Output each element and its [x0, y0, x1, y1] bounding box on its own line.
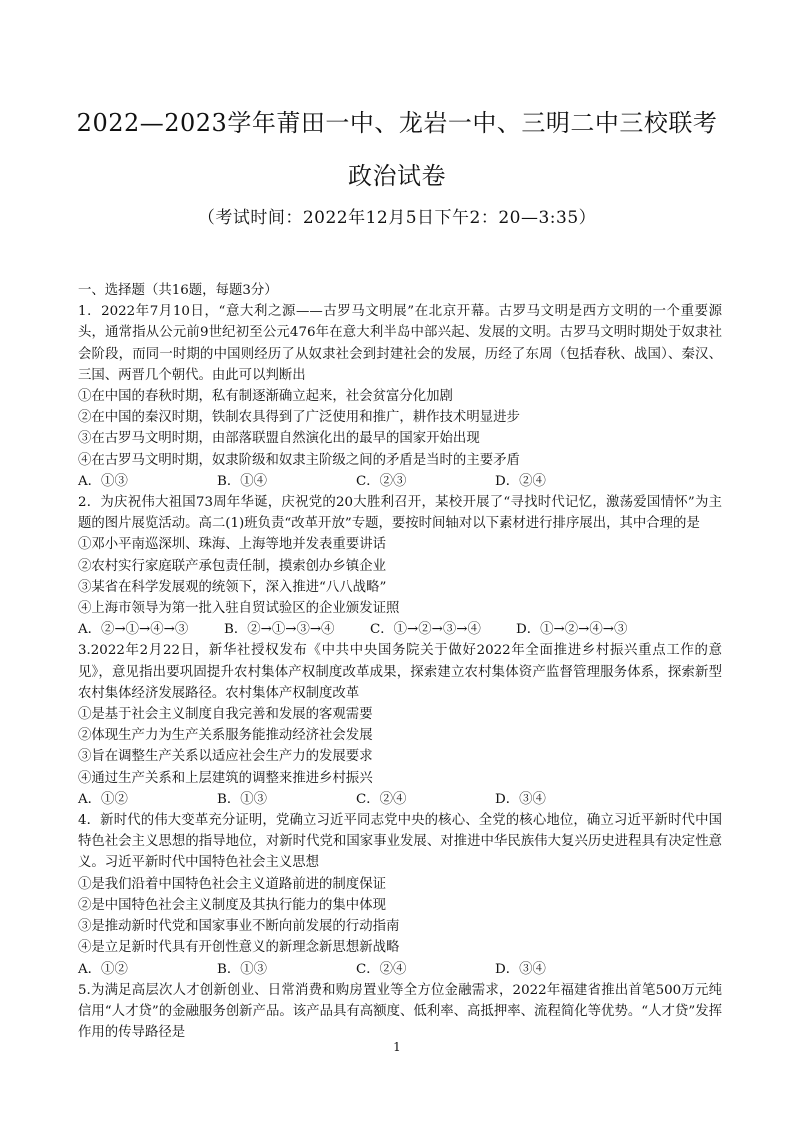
- option-c: C．②④: [356, 961, 407, 977]
- option-a: A．②→①→④→③: [78, 622, 189, 638]
- question-1-statement: ④在古罗马文明时期，奴隶阶级和奴隶主阶级之间的矛盾是当时的主要矛盾: [78, 452, 520, 468]
- question-2-statement: ③某省在科学发展观的统领下，深入推进“八八战略”: [78, 579, 387, 595]
- question-4-stem: 4．新时代的伟大变革充分证明，党确立习近平同志党中央的核心、全党的核心地位，确立习近平新时代中国特色社会主义思想的指导地位，对新时代党和国家事业发展、对推进中华民族伟大复兴历史进程具有决定性意义。习近平新时代中国特色社会主义思想: [78, 813, 722, 871]
- exam-subject: 政治试卷: [348, 162, 446, 190]
- question-1-statement: ③在古罗马文明时期，由部落联盟自然演化出的最早的国家开始出现: [78, 431, 480, 447]
- question-2-statement: ②农村实行家庭联产承包责任制，摸索创办乡镇企业: [78, 558, 386, 574]
- question-1-statement: ②在中国的秦汉时期，铁制农具得到了广泛使用和推广，耕作技术明显进步: [78, 410, 520, 426]
- question-3-stem: 3.2022年2月22日，新华社授权发布《中共中央国务院关于做好2022年全面推进乡村振兴重点工作的意见》，意见指出要巩固提升农村集体产权制度改革成果，探索建立农村集体资产监督管理服务体系，探索新型农村集体经济发展路径。农村集体产权制度改革: [78, 643, 722, 701]
- option-a: A．①②: [78, 961, 128, 977]
- question-3-options: [78, 789, 722, 810]
- option-b: B．②→①→③→④: [224, 622, 335, 638]
- question-2-statement: ①邓小平南巡深圳、珠海、上海等地并发表重要讲话: [78, 537, 386, 553]
- question-1-statement: ①在中国的春秋时期，私有制逐渐确立起来，社会贫富分化加剧: [78, 389, 453, 405]
- option-c: C．②③: [356, 473, 407, 489]
- question-3-statement: ③旨在调整生产关系以适应社会生产力的发展要求: [78, 749, 373, 765]
- option-b: B．①④: [217, 473, 268, 489]
- question-4-statement: ①是我们沿着中国特色社会主义道路前进的制度保证: [78, 876, 386, 892]
- question-3-statement: ④通过生产关系和上层建筑的调整来推进乡村振兴: [78, 770, 373, 786]
- question-3-statement: ②体现生产力为生产关系服务能推动经济社会发展: [78, 728, 373, 744]
- question-4-statement: ④是立足新时代具有开创性意义的新理念新思想新战略: [78, 940, 400, 956]
- question-4-options: [78, 959, 722, 980]
- question-5-stem: 5.为满足高层次人才创新创业、日常消费和购房置业等全方位金融需求，2022年福建省推出首笔500万元纯信用“人才贷”的金融服务创新产品。该产品具有高额度、低利率、高抵押率、流程简化等优势。“人才贷”发挥作用的传导路径是: [78, 982, 722, 1041]
- option-c: C．①→②→③→④: [370, 622, 481, 638]
- exam-title: 2022—2023学年莆田一中、龙岩一中、三明二中三校联考: [76, 109, 718, 137]
- option-c: C．②④: [356, 791, 407, 807]
- option-a: A．①②: [78, 791, 128, 807]
- page-number: 1: [393, 1040, 401, 1054]
- question-4-statement: ③是推动新时代党和国家事业不断向前发展的行动指南: [78, 919, 400, 935]
- option-b: B．①③: [217, 791, 268, 807]
- option-d: D．①→②→④→③: [516, 622, 628, 638]
- exam-time: （考试时间：2022年12月5日下午2：20—3:35）: [197, 208, 597, 228]
- option-b: B．①③: [217, 961, 268, 977]
- option-a: A．①③: [78, 473, 128, 489]
- question-1-options: [78, 471, 722, 492]
- question-2-options: [78, 619, 722, 640]
- question-3-statement: ①是基于社会主义制度自我完善和发展的客观需要: [78, 707, 373, 723]
- section-heading: 一、选择题（共16题，每题3分）: [78, 283, 278, 298]
- option-d: D．②④: [495, 473, 546, 489]
- question-4-statement: ②是中国特色社会主义制度及其执行能力的集中体现: [78, 897, 386, 913]
- question-list: [78, 280, 722, 1043]
- option-d: D．③④: [495, 791, 546, 807]
- option-d: D．③④: [495, 961, 546, 977]
- question-1-stem: 1．2022年7月10日，“意大利之源——古罗马文明展”在北京开幕。古罗马文明是西方文明的一个重要源头，通常指从公元前9世纪初至公元476年在意大利半岛中部兴起、发展的文明。古罗马文明时期处于奴隶社会阶段，而同一时期的中国则经历了从奴隶社会到封建社会的发展，历经了东周（包括春秋、战国）、秦汉、三国、两晋几个朝代。由此可以判断出: [78, 304, 722, 383]
- question-2-stem: 2．为庆祝伟大祖国73周年华诞，庆祝党的20大胜利召开，某校开展了“寻找时代记忆，激荡爱国情怀”为主题的图片展览活动。高二(1)班负责“改革开放”专题，要按时间轴对以下素材进行排序展出，其中合理的是: [78, 495, 722, 532]
- question-2-statement: ④上海市领导为第一批入驻自贸试验区的企业颁发证照: [78, 601, 400, 617]
